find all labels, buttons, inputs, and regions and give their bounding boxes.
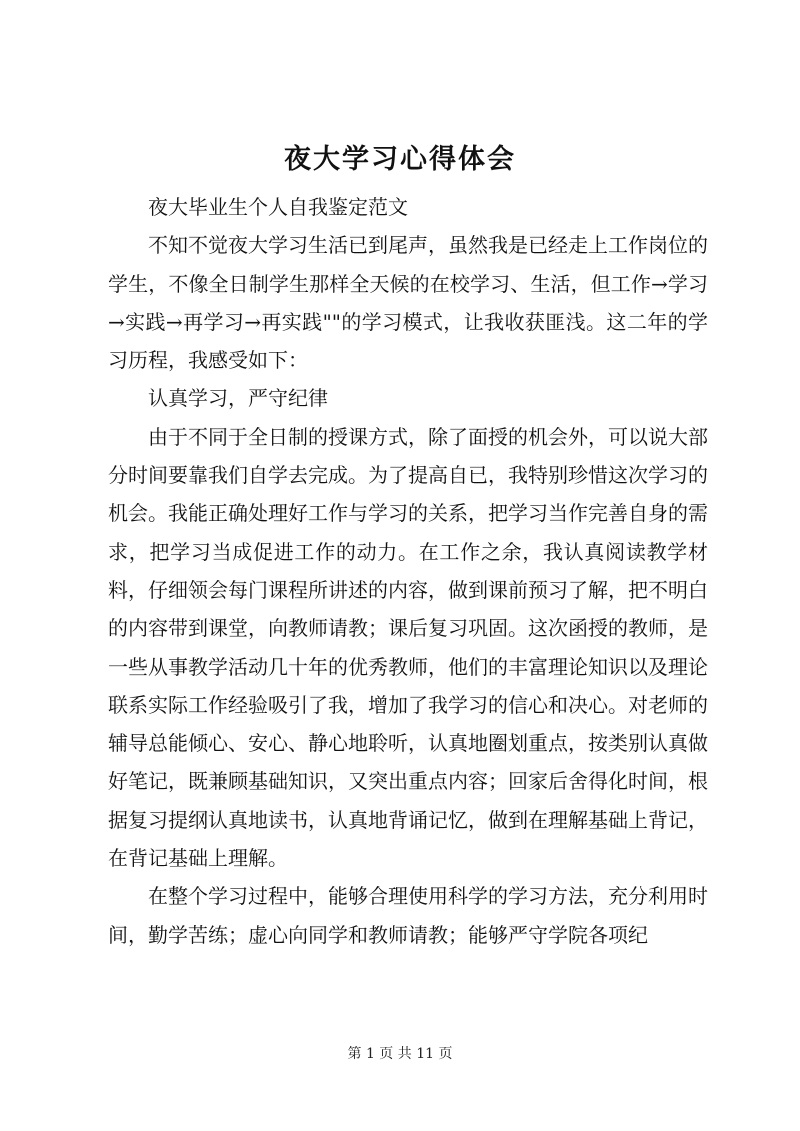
paragraph-intro: 不知不觉夜大学习生活已到尾声，虽然我是已经走上工作岗位的学生，不像全日制学生那样全天候的在校学习、生活，但工作→学习→实践→再学习→再实践""的学习模式，让我收获匪浅。这二年的学习历程，我感受如下： bbox=[108, 233, 708, 373]
paragraph-subtitle: 夜大毕业生个人自我鉴定范文 bbox=[148, 195, 408, 219]
page-footer: 第 1 页 共 11 页 bbox=[347, 1046, 453, 1062]
paragraph-study: 由于不同于全日制的授课方式，除了面授的机会外，可以说大部分时间要靠我们自学去完成。为了提高自已，我特别珍惜这次学习的机会。我能正确处理好工作与学习的关系，把学习当作完善自身的需求，把学习当成促进工作的动力。在工作之余，我认真阅读教学材料，仔细领会每门课程所讲述的内容，做到课前预习了解，把不明白的内容带到课堂，向教师请教；课后复习巩固。这次函授的教师，是一些从事教学活动几十年的优秀教师，他们的丰富理论知识以及理论联系实际工作经验吸引了我，增加了我学习的信心和决心。对老师的辅导总能倾心、安心、静心地聆听，认真地圈划重点，按类别认真做好笔记，既兼顾基础知识，又突出重点内容；回家后舍得化时间，根据复习提纲认真地读书，认真地背诵记忆，做到在理解基础上背记，在背记基础上理解。 bbox=[108, 424, 708, 871]
document-body bbox=[108, 188, 708, 954]
paragraph-method: 在整个学习过程中，能够合理使用科学的学习方法，充分利用时间，勤学苦练；虚心向同学和教师请教；能够严守学院各项纪 bbox=[108, 884, 708, 947]
document-title: 夜大学习心得体会 bbox=[284, 144, 516, 175]
section-heading: 认真学习，严守纪律 bbox=[148, 386, 328, 411]
